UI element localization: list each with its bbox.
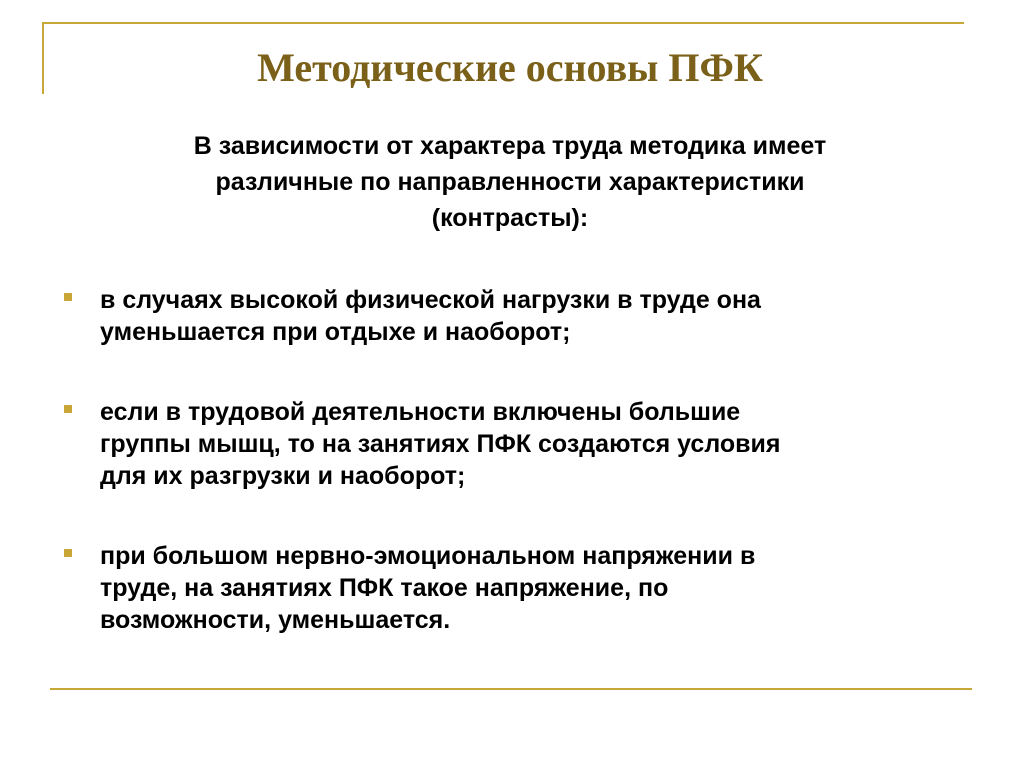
intro-line: В зависимости от характера труда методика имеет [193, 132, 827, 160]
bullet-item [60, 540, 960, 636]
intro-text [60, 128, 960, 236]
intro-line: (контрасты): [431, 204, 589, 232]
bullet-text [100, 396, 960, 492]
bullet-text [100, 540, 960, 636]
bullet-text [100, 284, 960, 348]
bullet-line: группы мышц, то на занятиях ПФК создаются условия [100, 430, 781, 458]
left-rule [42, 22, 44, 94]
bullet-list [60, 284, 960, 636]
bullet-line: для их разгрузки и наоборот; [100, 462, 466, 490]
slide-title: Методические основы ПФК [257, 45, 763, 90]
bullet-line: в случаях высокой физической нагрузки в труде она [100, 286, 761, 314]
intro-line: различные по направленности характеристики [215, 168, 805, 196]
bullet-item [60, 396, 960, 492]
top-rule [42, 22, 964, 24]
bullet-line: при большом нервно-эмоциональном напряжении в [100, 542, 756, 570]
square-bullet-icon [64, 293, 72, 301]
square-bullet-icon [64, 549, 72, 557]
bullet-line: возможности, уменьшается. [100, 606, 451, 634]
bullet-line: труде, на занятиях ПФК такое напряжение, по [100, 574, 669, 602]
square-bullet-icon [64, 405, 72, 413]
bullet-line: если в трудовой деятельности включены большие [100, 398, 741, 426]
bullet-item [60, 284, 960, 348]
bullet-line: уменьшается при отдыхе и наоборот; [100, 318, 571, 346]
bottom-rule [50, 688, 972, 690]
